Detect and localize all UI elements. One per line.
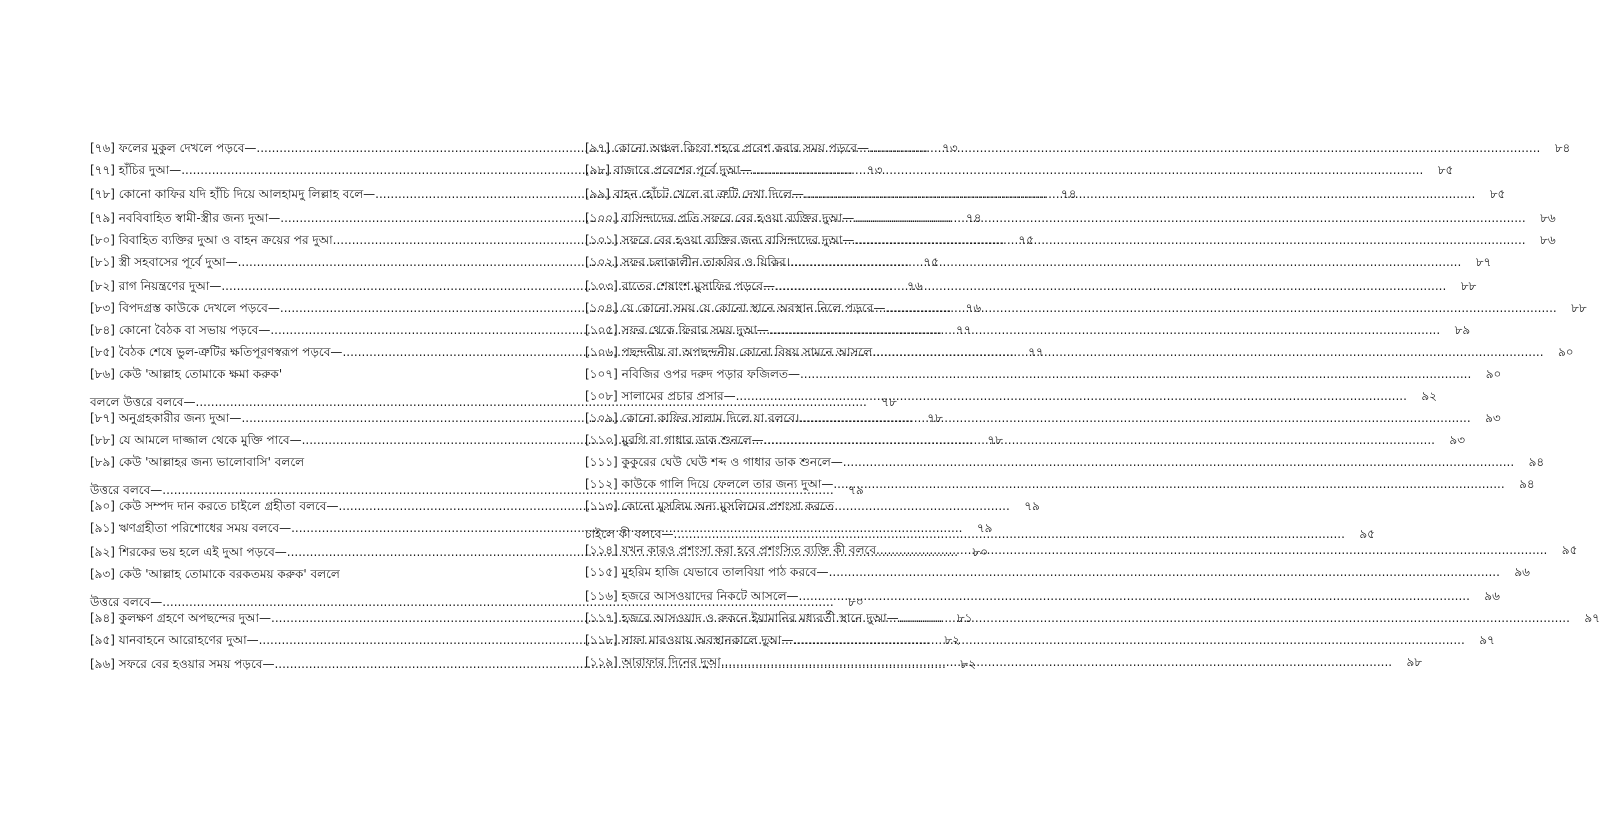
toc-entry-title: [৯৫] যানবাহনে আরোহণের দুআ— — [90, 633, 259, 647]
toc-page-number: ৮২ — [960, 657, 976, 671]
toc-line — [585, 565, 1530, 580]
toc-page-number: ৯৫ — [1359, 527, 1375, 541]
toc-leader-dots — [721, 655, 1392, 670]
toc-page-number: ৯৩ — [1449, 433, 1465, 447]
toc-entry-title: [৯০] কেউ সম্পদ দান করতে চাইলে গ্রহীতা বলবে— — [90, 499, 339, 513]
toc-leader-dots — [804, 187, 1475, 202]
toc-entry-title: [১১৮] সাফা মারওয়ায় অবস্থানকালে দুআ— — [585, 633, 794, 647]
toc-page-number: ৮১ — [956, 611, 973, 625]
toc-page-number: ৯৮ — [1406, 655, 1423, 669]
toc-page-number: ৯২ — [1421, 389, 1437, 403]
toc-entry-title: [১০৭] নবিজির ওপর দরুদ পড়ার ফজিলত— — [585, 367, 800, 381]
toc-line — [585, 279, 1477, 294]
toc-page-number: ৭৮ — [881, 395, 897, 409]
toc-page-number: ৭৩ — [942, 141, 958, 155]
toc-entry-title: [১১৯] আরাফার দিনের দুআ — [585, 655, 721, 669]
toc-entry-title: [১০৬] পছন্দনীয় বা অপছন্দনীয় কোনো বিষয় সামনে আসলে — [585, 345, 873, 359]
toc-entry-title: [৯২] শিরকের ভয় হলে এই দুআ পড়বে— — [90, 545, 287, 559]
toc-leader-dots — [793, 633, 1464, 648]
toc-page-number: ৭৬ — [907, 279, 923, 293]
toc-page-number: ৯৬ — [1484, 589, 1500, 603]
toc-line — [585, 477, 1535, 492]
toc-entry-title: [৯৭] কোনো অঞ্চল কিংবা শহরে প্রবেশ করার সময় পড়বে— — [585, 141, 869, 155]
toc-page-number: ৮৬ — [1540, 233, 1556, 247]
toc-page-number: ৭৪ — [1060, 187, 1077, 201]
toc-entry-title-line: [৯৩] কেউ 'আল্লাহ তোমাকে বরকতময় করুক' বললে — [90, 567, 340, 581]
toc-page-number: ৮৫ — [1437, 163, 1454, 177]
toc-page-number: ৮০ — [848, 595, 864, 609]
toc-entry — [585, 565, 1530, 580]
toc-entry-title: [১০২] সফর চলাকালীন তাকবির ও যিকির। — [585, 255, 790, 269]
toc-leader-dots — [869, 141, 1540, 156]
toc-entry-title: [৭৮] কোনো কাফির যদি হাঁচি দিয়ে আলহামদু লিল্লাহ বলে— — [90, 187, 376, 201]
toc-page-number: ৮২ — [944, 633, 960, 647]
toc-entry-title: উত্তরে বলবে— — [90, 483, 163, 497]
toc-page-number: ৭৯ — [848, 483, 864, 497]
toc-entry-title: [১১৭] হজরে আসওয়াদ ও রুকনে ইয়ামানির মধ্যবর্তী স্থানে দুআ— — [585, 611, 899, 625]
toc-entry-title-line: [৮৬] কেউ 'আল্লাহ তোমাকে ক্ষমা করুক' — [90, 367, 283, 381]
toc-leader-dots — [899, 611, 1570, 626]
toc-entry — [585, 163, 1454, 178]
toc-leader-dots — [775, 279, 1446, 294]
toc-entry-title: [১১৬] হজরে আসওয়াদের নিকটে আসলে— — [585, 589, 799, 603]
toc-entry-title: [৮০] বিবাহিত ব্যক্তির দুআ ও বাহন ক্রয়ের পর দুআ — [90, 233, 333, 247]
toc-line — [585, 589, 1500, 604]
toc-entry-title: [৮৩] বিপদগ্রস্ত কাউকে দেখলে পড়বে— — [90, 301, 280, 315]
toc-page-number: ৮০ — [972, 545, 989, 559]
toc-leader-dots — [769, 323, 1440, 338]
toc-entry-title-line: [১১৩] কোনো মুসলিম অন্য মুসলিমের প্রশংসা করতে — [585, 499, 834, 513]
toc-page-number: ৭৯ — [1024, 499, 1040, 513]
toc-entry-title: [৮৪] কোনো বৈঠক বা সভায় পড়বে— — [90, 323, 271, 337]
toc-page-number: ৭৩ — [866, 163, 883, 177]
toc-leader-dots — [872, 345, 1543, 360]
toc-leader-dots — [843, 455, 1514, 470]
toc-entry-title: [৯১] ঋণগ্রহীতা পরিশোধের সময় বলবে— — [90, 521, 292, 535]
toc-entry-title: [১০১] সফরে বের হওয়া ব্যক্তির জন্য বাসিন্দাদের দুআ— — [585, 233, 855, 247]
toc-entry-title: চাইলে কী বলবে— — [585, 527, 674, 541]
toc-entry-title: [১১০] মুরগি বা গাধার ডাক শুনলে— — [585, 433, 764, 447]
toc-page-number: ৭৭ — [956, 323, 972, 337]
toc-line — [585, 367, 1502, 382]
toc-page-number: ৯৭ — [1584, 611, 1600, 625]
toc-line — [585, 455, 1545, 470]
toc-entry-title: [৯৯] বাহন হোঁচট খেলে বা ত্রুটি দেখা দিলে— — [585, 187, 804, 201]
toc-leader-dots — [885, 301, 1556, 316]
toc-line — [585, 389, 1437, 404]
toc-leader-dots — [790, 255, 1461, 270]
toc-entry-title: [৯৬] সফরে বের হওয়ার সময় পড়বে— — [90, 657, 275, 671]
toc-page-number: ৮৮ — [1571, 301, 1587, 315]
toc-leader-dots — [854, 233, 1525, 248]
toc-entry-title: [৮৮] যে আমলে দাজ্জাল থেকে মুক্তি পাবে— — [90, 433, 302, 447]
toc-page-number: ৮৬ — [1540, 211, 1556, 225]
toc-page-number: ৯৫ — [1561, 543, 1578, 557]
toc-page-number: ৮৮ — [1460, 279, 1477, 293]
toc-leader-dots — [876, 543, 1547, 558]
toc-entry-title: উত্তরে বলবে— — [90, 595, 163, 609]
toc-leader-dots — [833, 477, 1504, 492]
toc-page-number: ৮৪ — [1554, 141, 1571, 155]
toc-entry-title: [১১১] কুকুরের ঘেউ ঘেউ শব্দ ও গাধার ডাক শুনলে— — [585, 455, 843, 469]
toc-entry — [585, 477, 1535, 492]
toc-entry-title: [১০৫] সফর থেকে ফিরার সময় দুআ— — [585, 323, 769, 337]
toc-page-number: ৭৯ — [976, 521, 993, 535]
toc-page-number: ৯৪ — [1519, 477, 1535, 491]
toc-page-number: ৯৭ — [1479, 633, 1495, 647]
toc-page-number: ৮৫ — [1489, 187, 1506, 201]
toc-entry-title: [১১৪] যখন কারও প্রশংসা করা হবে প্রশংসিত ব্যক্তি কী বলবে — [585, 543, 877, 557]
toc-page-number: ৭৫ — [1018, 233, 1035, 247]
toc-page-number: ৮৭ — [1475, 255, 1492, 269]
toc-entry — [585, 367, 1502, 382]
toc-page-number: ৭৮ — [927, 411, 943, 425]
toc-entry — [585, 279, 1477, 294]
toc-page-number: ৭৪ — [966, 211, 982, 225]
toc-line — [585, 163, 1454, 178]
toc-entry-title: বললে উত্তরে বলবে— — [90, 395, 196, 409]
toc-entry-title: [১০৮] সালামের প্রচার প্রসার— — [585, 389, 736, 403]
toc-page-number: ৭৬ — [965, 301, 982, 315]
toc-entry-title: [৮৭] অনুগ্রহকারীর জন্য দুআ— — [90, 411, 242, 425]
toc-leader-dots — [674, 527, 1345, 542]
toc-entry-title-line: [৮৯] কেউ 'আল্লাহর জন্য ভালোবাসি' বললে — [90, 455, 305, 469]
toc-entry-title: [৯৪] কুলক্ষণ গ্রহণে অপছন্দের দুআ— — [90, 611, 272, 625]
toc-entry — [585, 589, 1500, 604]
toc-entry-title: [১১২] কাউকে গালি দিয়ে ফেললে তার জন্য দুআ— — [585, 477, 834, 491]
toc-leader-dots — [800, 367, 1471, 382]
toc-page-number: ৯৪ — [1528, 455, 1545, 469]
toc-entry-title: [১০৩] রাতের শেষাংশ মুসাফির পড়বে— — [585, 279, 775, 293]
toc-page-number: ৯৩ — [1485, 411, 1501, 425]
toc-page-number: ৯৬ — [1514, 565, 1530, 579]
toc-page-number: ৮৯ — [1454, 323, 1471, 337]
toc-entry — [585, 389, 1437, 404]
toc-page-number: ৭৮ — [987, 433, 1003, 447]
toc-leader-dots — [829, 565, 1500, 580]
toc-leader-dots — [799, 589, 1470, 604]
toc-page-number: ৭৭ — [1028, 345, 1044, 359]
toc-entry-title: [৭৬] ফলের মুকুল দেখলে পড়বে— — [90, 141, 257, 155]
toc-entry — [585, 455, 1545, 470]
toc-entry-title: [১০৪] যে কোনো সময় যে কোনো স্থানে অবস্থান নিলে পড়বে— — [585, 301, 886, 315]
toc-entry-title: [৮১] স্ত্রী সহবাসের পূর্বে দুআ— — [90, 255, 238, 269]
toc-page-number: ৯০ — [1557, 345, 1574, 359]
toc-page-number: ৯০ — [1485, 367, 1502, 381]
toc-leader-dots — [854, 211, 1525, 226]
toc-leader-dots — [736, 389, 1407, 404]
toc-entry-title: [১১৫] মুহরিম হাজি যেভাবে তালবিয়া পাঠ করবে— — [585, 565, 829, 579]
toc-entry-title: [৮৫] বৈঠক শেষে ভুল-ত্রুটির ক্ষতিপূরণস্বরূপ পড়বে— — [90, 345, 343, 359]
toc-page-number: ৭৫ — [923, 255, 939, 269]
toc-entry-title: [৯৮] বাজারে প্রবেশের পূর্বে দুআ— — [585, 163, 752, 177]
toc-leader-dots — [799, 411, 1470, 426]
toc-entry-title: [৭৯] নববিবাহিত স্বামী-স্ত্রীর জন্য দুআ— — [90, 211, 281, 225]
toc-entry-title: [৮২] রাগ নিয়ন্ত্রণের দুআ— — [90, 279, 222, 293]
toc-entry-title: [১০০] বাসিন্দাদের প্রতি সফরে বের হওয়া ব্যক্তির দুআ— — [585, 211, 855, 225]
toc-entry-title: [১০৯] কোনো কাফির সালাম দিলে যা বলবে। — [585, 411, 800, 425]
toc-entry-title: [৭৭] হাঁচির দুআ— — [90, 163, 182, 177]
toc-leader-dots — [764, 433, 1435, 448]
toc-leader-dots — [752, 163, 1423, 178]
